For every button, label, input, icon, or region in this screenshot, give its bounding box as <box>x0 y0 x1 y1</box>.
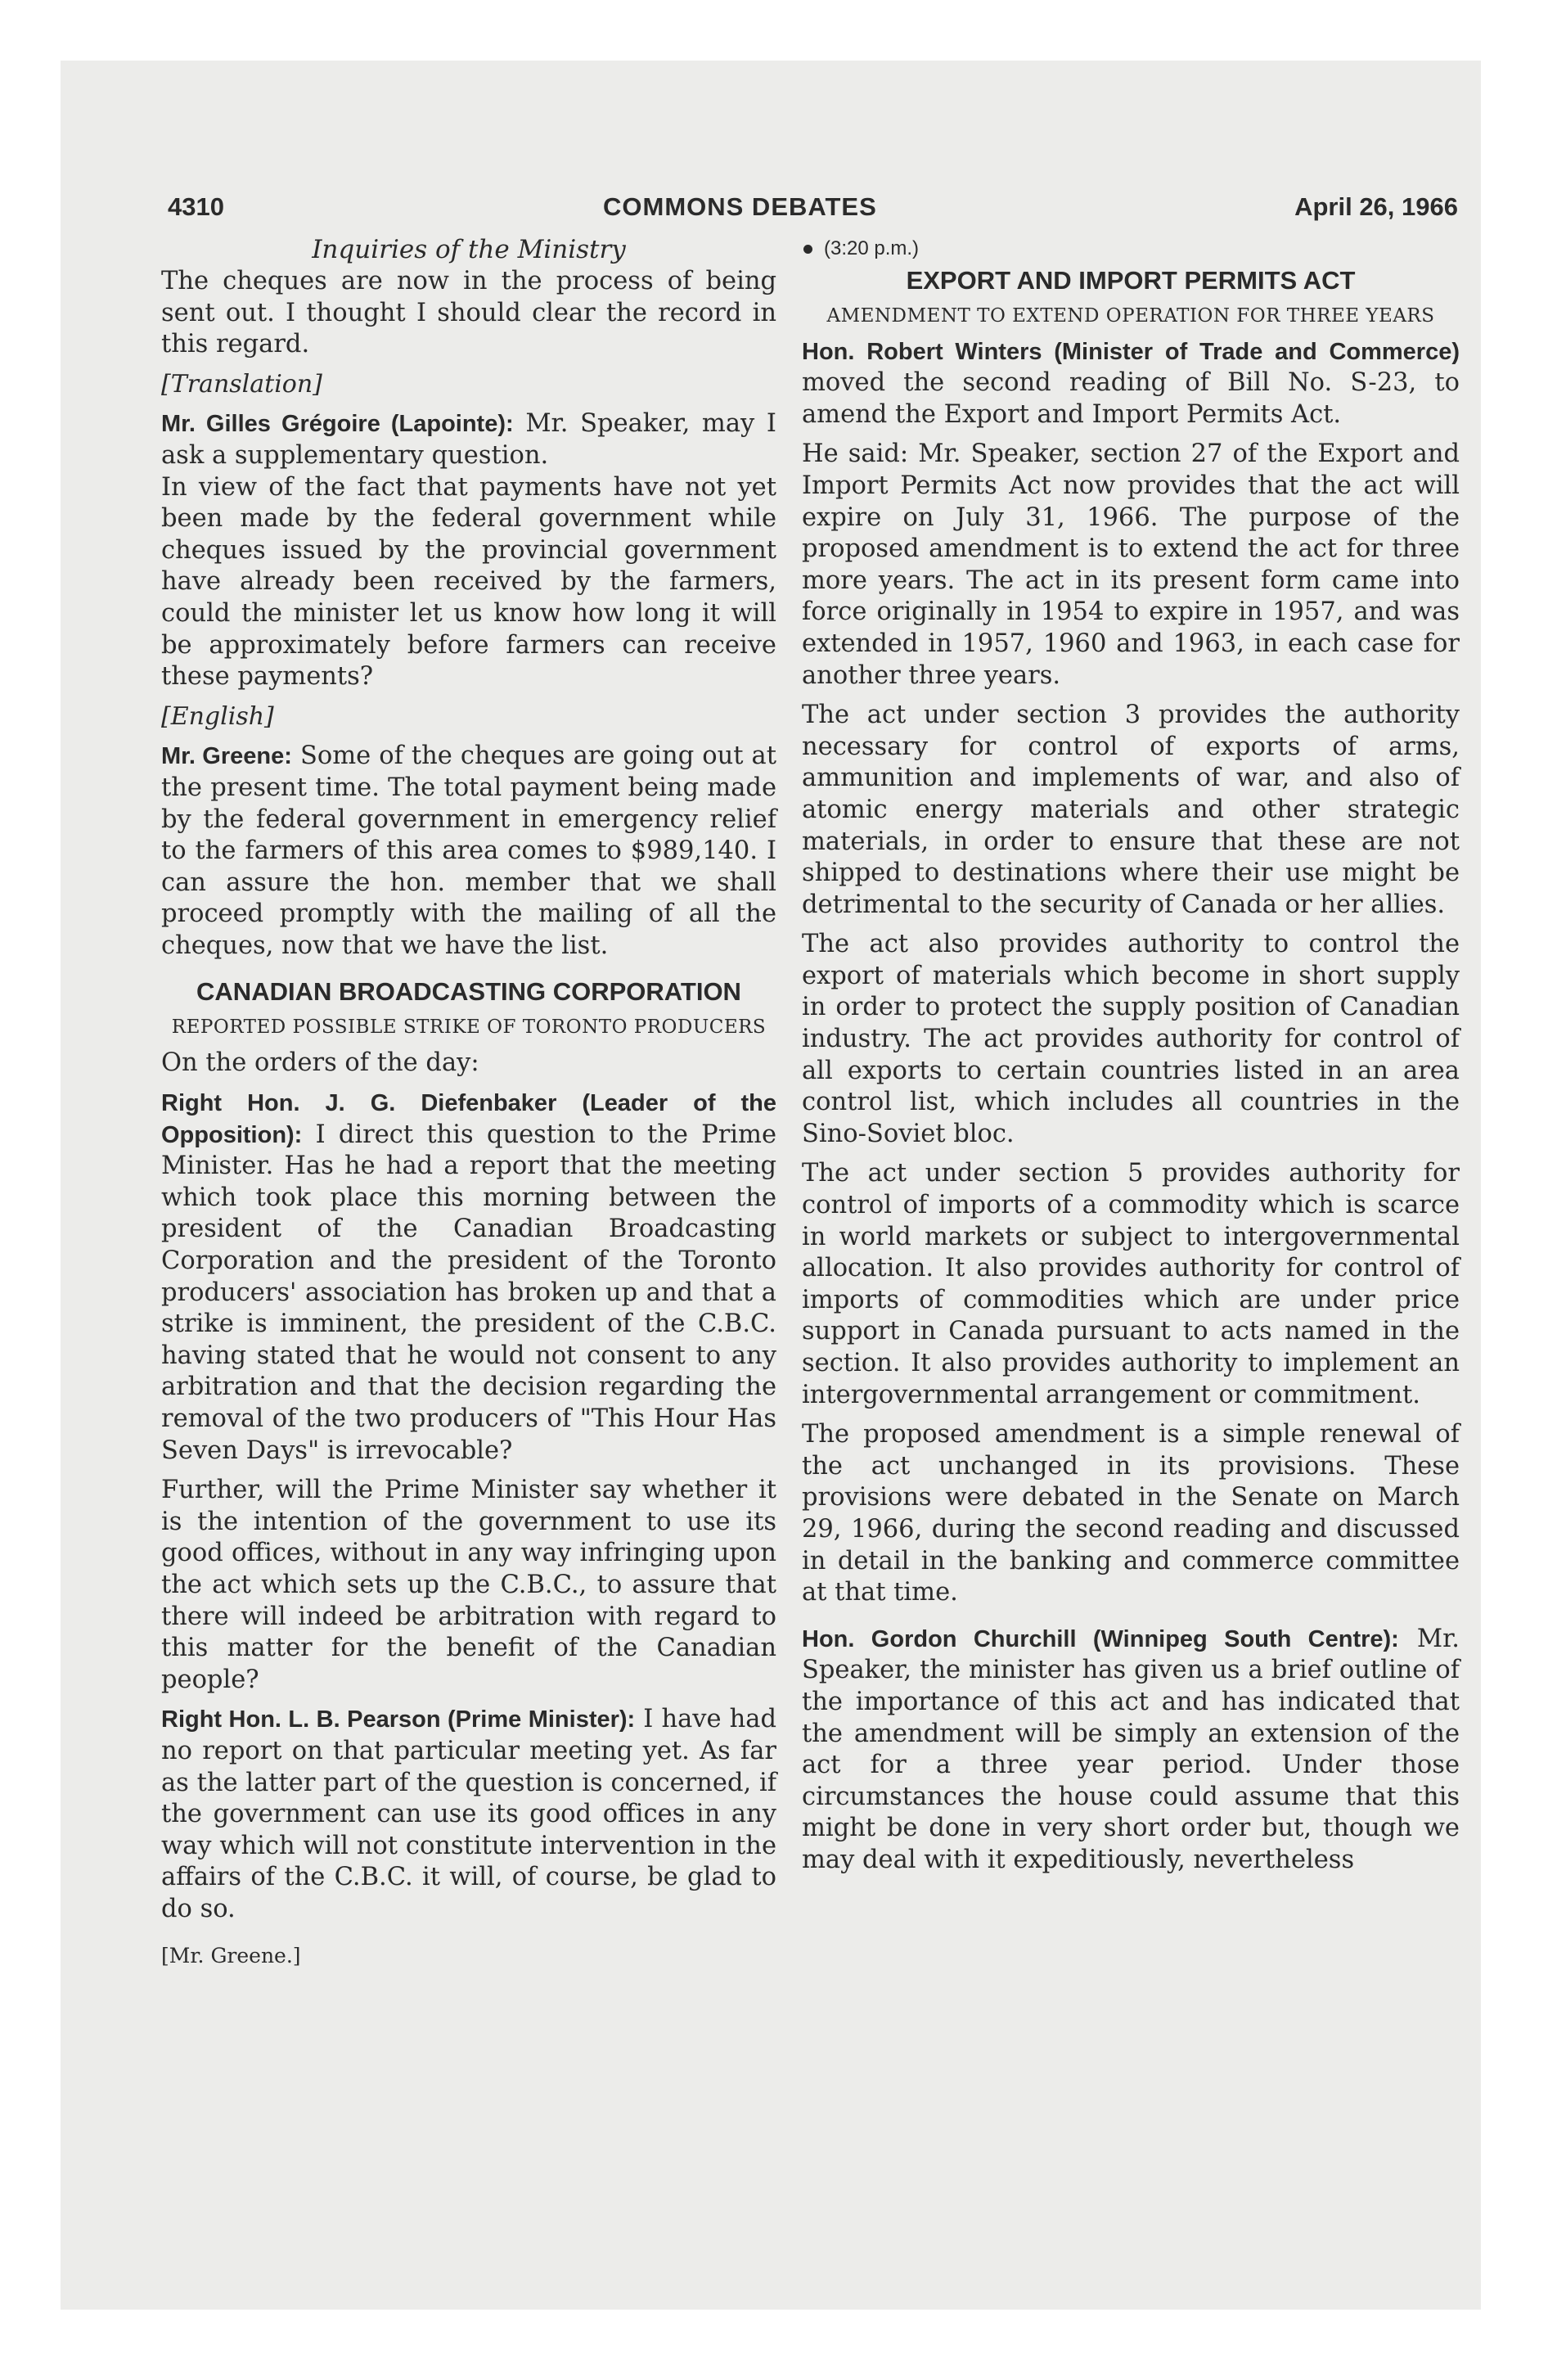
left-column <box>161 233 776 1972</box>
paragraph: He said: Mr. Speaker, section 27 of the Export and Import Permits Act now provides that the act will expire on July 31, 1966. The purpose of the proposed amendment is to extend the act for three more years. The act in its present form came into force originally in 1954 to expire in 1957, and was extended in 1957, 1960 and 1963, in each case for another three years. <box>802 439 1460 690</box>
paragraph <box>161 1704 776 1925</box>
speaker-name: Right Hon. J. G. Diefenbaker (Leader of the Opposition): <box>161 1090 776 1148</box>
time-text: (3:20 p.m.) <box>824 237 920 259</box>
speech-text: Mr. Speaker, may I ask a supplementary question. <box>161 409 776 470</box>
bullet-icon <box>803 245 812 254</box>
section-subtitle: Inquiries of the Ministry <box>312 235 626 264</box>
speech-text: moved the second reading of Bill No. S-23, to amend the Export and Import Permits Act. <box>802 368 1460 429</box>
right-column <box>802 233 1460 1877</box>
paragraph: The proposed amendment is a simple renewal of the act unchanged in its provisions. These provisions were debated in the Senate on March 29, 1966, during the second reading and discussed in detail in the banking and commerce committee at that time. <box>802 1420 1460 1607</box>
page-header <box>168 192 1458 233</box>
paragraph <box>802 336 1460 431</box>
paragraph: On the orders of the day: <box>161 1048 479 1078</box>
time-stamp <box>803 233 1460 265</box>
section-subheading: AMENDMENT TO EXTEND OPERATION FOR THREE YEARS <box>826 304 1435 327</box>
speaker-name: Mr. Gilles Grégoire (Lapointe): <box>161 411 514 438</box>
translation-tag: [Translation] <box>161 369 322 399</box>
speaker-name: Right Hon. L. B. Pearson (Prime Minister): <box>161 1706 636 1733</box>
paragraph <box>161 408 776 471</box>
paragraph <box>161 741 776 962</box>
speaker-name: Mr. Greene: <box>161 743 292 770</box>
speaker-name: Hon. Robert Winters (Minister of Trade and Commerce) <box>802 338 1460 365</box>
english-tag: [English] <box>161 701 274 731</box>
page-footer: [Mr. Greene.] <box>161 1943 301 1968</box>
paragraph: The act under section 5 provides authority for control of imports of a commodity which is scarce in world markets or subject to intergovernmental allocation. It also provides authority for control of imports of commodities which are under price support in Canada pursuant to acts named in the section. It also provides authority to implement an intergovernmental arrangement or commitment. <box>802 1159 1460 1409</box>
paragraph: In view of the fact that payments have not yet been made by the federal government while cheques issued by the provincial government have already been received by the farmers, could the minister let us know how long it will be approximately before farmers can receive these payments? <box>161 472 776 692</box>
paragraph <box>802 1624 1460 1877</box>
paragraph: The act under section 3 provides the authority necessary for control of exports of arms, ammunition and implements of war, and also of atomic energy materials and other strategic materials, in order to ensure that these are not shipped to destinations where their use might be detrimental to the security of Canada or her allies. <box>802 701 1460 919</box>
speech-text: I direct this question to the Prime Minister. Has he had a report that the meeting which took place this morning between the president of the Canadian Broadcasting Corporation and the president of the Toronto producers' association has broken up and that a strike is imminent, the president of the C.B.C. having stated that he would not consent to any arbitration and that the decision regarding the removal of the two producers of "This Hour Has Seven Days" is irrevocable? <box>161 1120 776 1465</box>
paragraph: Further, will the Prime Minister say whether it is the intention of the government to use its good offices, without in any way infringing upon the act which sets up the C.B.C., to assure that there will indeed be arbitration with regard to this matter for the benefit of the Canadian people? <box>161 1476 776 1694</box>
page-number: 4310 <box>168 192 224 221</box>
publication-title: COMMONS DEBATES <box>603 192 877 221</box>
paragraph: The cheques are now in the process of being sent out. I thought I should clear the record in this regard. <box>161 267 776 359</box>
speech-text: Mr. Speaker, the minister has given us a brief outline of the importance of this act and has indicated that the amendment will be simply an extension of the act for a three year period. Under those circumstances the house could assume that this might be done in very short order but, though we may deal with it expeditiously, nevertheless <box>802 1624 1460 1874</box>
speaker-name: Hon. Gordon Churchill (Winnipeg South Centre): <box>802 1625 1399 1652</box>
paragraph: The act also provides authority to control the export of materials which become in short supply in order to protect the supply position of Canadian industry. The act provides authority for control of all exports to certain countries listed in an area control list, which includes all countries in the Sino-Soviet bloc. <box>802 930 1460 1148</box>
section-heading: EXPORT AND IMPORT PERMITS ACT <box>906 265 1356 295</box>
speech-text: Some of the cheques are going out at the present time. The total payment being made by the federal government in emergency relief to the farmers of this area comes to $989,140. I can assure the hon. member that we shall proceed promptly with the mailing of all the cheques, now that we have the list. <box>161 741 777 960</box>
section-heading: CANADIAN BROADCASTING CORPORATION <box>196 977 741 1007</box>
page-date: April 26, 1966 <box>1294 192 1458 221</box>
speech-text: I have had no report on that particular meeting yet. As far as the latter part of the question is concerned, if the government can use its good offices in any way which will not constitute intervention in the affairs of the C.B.C. it will, of course, be glad to do so. <box>161 1705 777 1923</box>
section-subheading: REPORTED POSSIBLE STRIKE OF TORONTO PRODUCERS <box>171 1016 767 1039</box>
paragraph <box>161 1088 776 1467</box>
